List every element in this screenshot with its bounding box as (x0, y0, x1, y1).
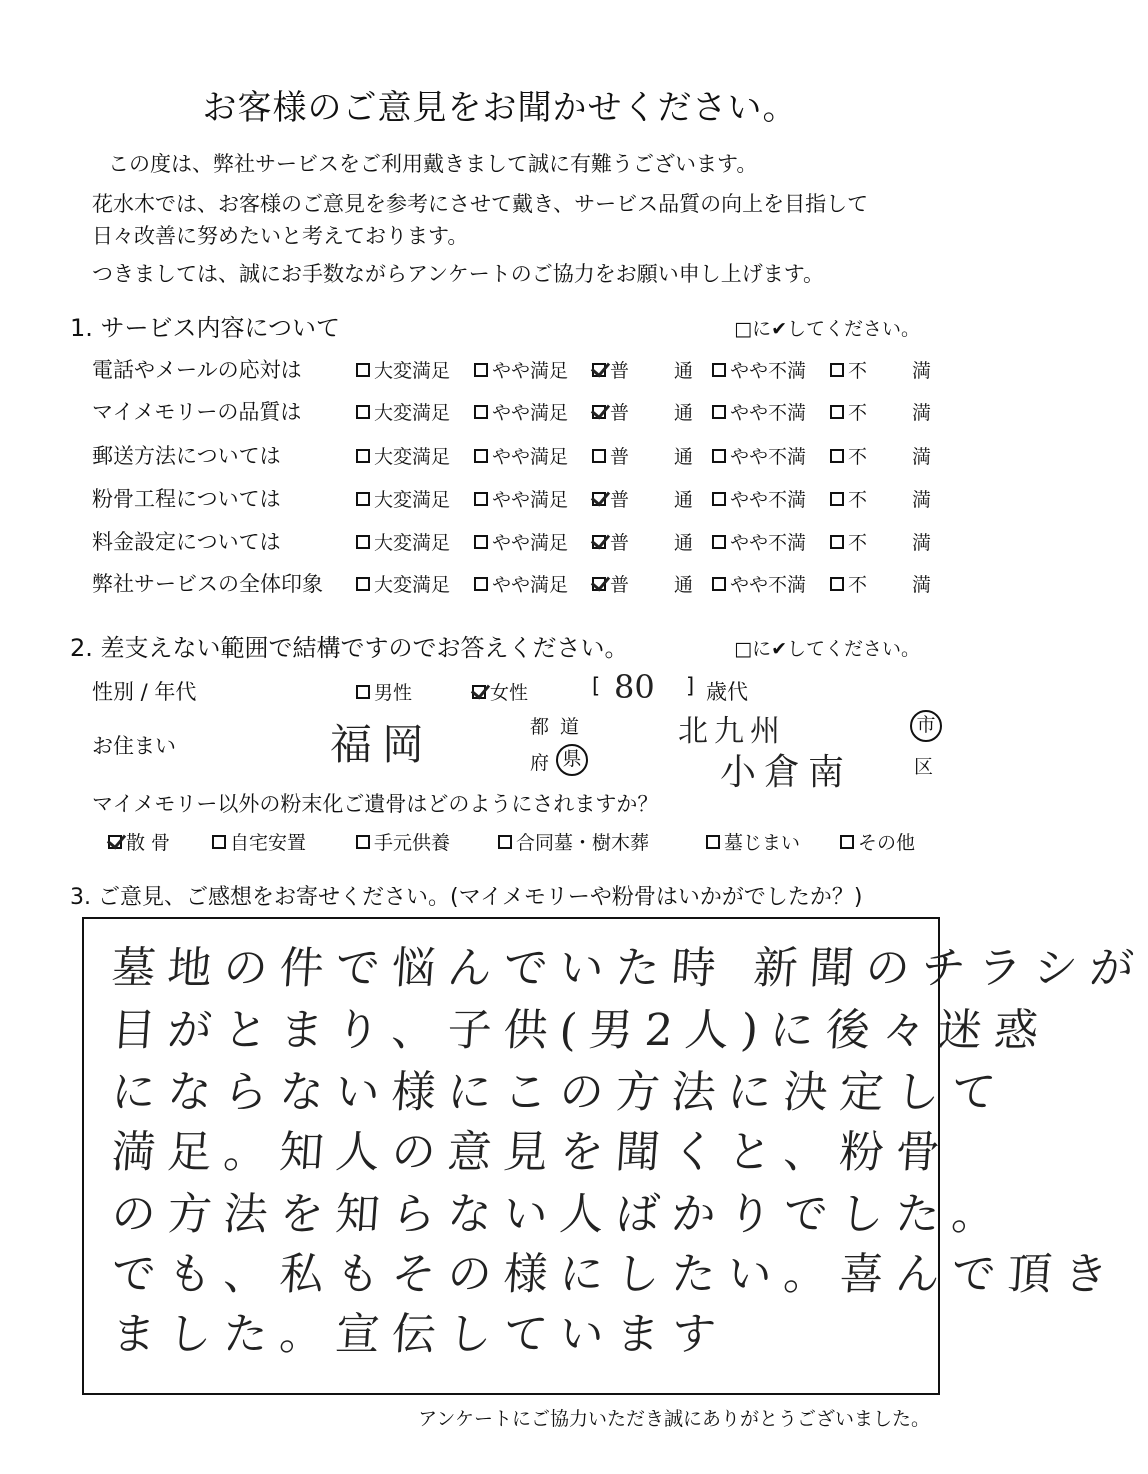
question-label: マイメモリーの品質は (92, 400, 302, 424)
checkbox[interactable] (474, 449, 488, 463)
rating-option[interactable]: 大変満足 (356, 356, 450, 383)
rating-option-suffix: 満 (912, 446, 932, 468)
rating-option-suffix: 通 (674, 360, 694, 382)
checkbox[interactable] (356, 449, 370, 463)
remains-option[interactable]: 散 骨 (108, 828, 170, 855)
rating-option-suffix: 満 (912, 360, 932, 382)
checkbox[interactable] (712, 492, 726, 506)
question-label: 郵送方法については (92, 444, 281, 468)
rating-option[interactable]: やや不満 (712, 528, 806, 555)
remains-option[interactable]: 墓じまい (706, 828, 800, 855)
rating-option-suffix: 通 (674, 446, 694, 468)
rating-option-suffix: 満 (912, 402, 932, 424)
checkbox[interactable] (474, 492, 488, 506)
rating-option[interactable]: 大変満足 (356, 442, 450, 469)
remains-option[interactable]: 手元供養 (356, 828, 450, 855)
rating-option[interactable]: 不 (830, 570, 867, 597)
intro-line-2: 花水木では、お客様のご意見を参考にさせて戴き、サービス品質の向上を目指して (92, 192, 869, 216)
rating-option[interactable]: 不 (830, 356, 867, 383)
rating-option[interactable]: 普 (592, 442, 629, 469)
pref-suffix-fu: 府 (530, 752, 550, 774)
checkbox[interactable] (712, 577, 726, 591)
checkbox[interactable] (592, 492, 606, 506)
age-suffix: 歳代 (706, 680, 748, 704)
rating-option-suffix: 満 (912, 489, 932, 511)
rating-option-suffix: 満 (912, 574, 932, 596)
handwritten-comment-line: 満足。知人の意見を聞くと、粉骨 (109, 1127, 954, 1178)
checkbox[interactable] (712, 535, 726, 549)
checkbox[interactable] (706, 835, 720, 849)
gender-option-male[interactable]: 男性 (356, 678, 412, 705)
rating-option[interactable]: 大変満足 (356, 570, 450, 597)
checkbox[interactable] (712, 405, 726, 419)
checkbox[interactable] (356, 492, 370, 506)
question-label: 粉骨工程については (92, 487, 281, 511)
checkbox[interactable] (830, 449, 844, 463)
rating-option-suffix: 通 (674, 402, 694, 424)
checkbox[interactable] (830, 535, 844, 549)
rating-option[interactable]: 不 (830, 485, 867, 512)
rating-option[interactable]: やや不満 (712, 570, 806, 597)
remains-option[interactable]: 合同墓・樹木葬 (498, 828, 649, 855)
section-2-heading: 2. 差支えない範囲で結構ですのでお答えください。 (70, 634, 629, 662)
handwritten-comment-line: でも、私もその様にしたい。喜んで頂き (109, 1249, 1122, 1300)
checkbox[interactable] (830, 363, 844, 377)
section-1-heading: 1. サービス内容について (70, 314, 341, 342)
rating-option[interactable]: 不 (830, 398, 867, 425)
rating-option[interactable]: やや満足 (474, 528, 568, 555)
rating-option[interactable]: やや不満 (712, 485, 806, 512)
checkbox-checked[interactable] (472, 685, 486, 699)
checkbox[interactable] (498, 835, 512, 849)
intro-line-1: この度は、弊社サービスをご利用戴きまして誠に有難うございます。 (108, 152, 758, 176)
rating-option[interactable]: やや満足 (474, 442, 568, 469)
checkbox[interactable] (356, 405, 370, 419)
checkbox[interactable] (712, 363, 726, 377)
rating-option[interactable]: 大変満足 (356, 398, 450, 425)
handwritten-comment-line: 墓地の件で悩んでいた時 新聞のチラシが (109, 943, 1148, 994)
checkbox[interactable] (474, 535, 488, 549)
checkbox[interactable] (474, 363, 488, 377)
checkbox[interactable] (474, 577, 488, 591)
rating-option[interactable]: 不 (830, 442, 867, 469)
city-suffix-shi-circled: 市 (910, 710, 942, 742)
rating-option-suffix: 通 (674, 532, 694, 554)
checkbox[interactable] (592, 449, 606, 463)
rating-option[interactable]: 大変満足 (356, 528, 450, 555)
checkbox[interactable] (712, 449, 726, 463)
checkbox[interactable] (474, 405, 488, 419)
checkbox[interactable] (356, 363, 370, 377)
rating-option[interactable]: 普 (592, 398, 629, 425)
pref-suffix-do: 道 (560, 716, 580, 738)
section-2-note: □に✔してください。 (734, 638, 920, 660)
section-3-heading: 3. ご意見、ご感想をお寄せください。(マイメモリーや粉骨はいかがでしたか？) (70, 885, 863, 910)
question-label: 電話やメールの応対は (92, 358, 302, 382)
pref-suffix-ken-circled: 県 (556, 744, 588, 776)
handwritten-comment-line: の方法を知らない人ばかりでした。 (109, 1189, 1010, 1240)
rating-option-suffix: 満 (912, 532, 932, 554)
checkbox[interactable] (212, 835, 226, 849)
age-bracket-close: ] (686, 674, 695, 698)
rating-option-suffix: 通 (674, 574, 694, 596)
prefecture-value[interactable]: 福岡 (330, 720, 435, 769)
intro-line-4: つきましては、誠にお手数ながらアンケートのご協力をお願い申し上げます。 (92, 262, 825, 286)
checkbox[interactable] (592, 535, 606, 549)
rating-option[interactable]: やや満足 (474, 398, 568, 425)
checkbox[interactable] (830, 405, 844, 419)
handwritten-comment-line: ました。宣伝しています (109, 1309, 730, 1360)
rating-option[interactable]: やや不満 (712, 356, 806, 383)
checkbox[interactable] (356, 835, 370, 849)
rating-option[interactable]: やや満足 (474, 570, 568, 597)
intro-line-3: 日々改善に努めたいと考えております。 (92, 224, 469, 248)
checkbox[interactable] (356, 685, 370, 699)
gender-age-label: 性別 / 年代 (92, 680, 197, 704)
rating-option[interactable]: 普 (592, 485, 629, 512)
footer-thanks: アンケートにご協力いただき誠にありがとうございました。 (418, 1408, 930, 1430)
rating-option[interactable]: やや不満 (712, 442, 806, 469)
rating-option[interactable]: やや不満 (712, 398, 806, 425)
remains-option[interactable]: 自宅安置 (212, 828, 306, 855)
question-label: 弊社サービスの全体印象 (92, 572, 323, 596)
checkbox[interactable] (592, 577, 606, 591)
handwritten-comment-line: にならない様にこの方法に決定して (109, 1067, 1010, 1118)
rating-option[interactable]: 普 (592, 570, 629, 597)
section-1-note: □に✔してください。 (734, 318, 920, 340)
rating-option[interactable]: 不 (830, 528, 867, 555)
ward-value[interactable]: 小倉南 (720, 752, 853, 793)
age-bracket-open: [ (592, 674, 601, 698)
pref-suffix-to: 都 (530, 716, 550, 738)
gender-option-female[interactable]: 女性 (472, 678, 528, 705)
handwritten-comment-line: 目がとまり、子供(男2人)に後々迷惑 (109, 1005, 1052, 1056)
rating-option[interactable]: 大変満足 (356, 485, 450, 512)
question-label: 料金設定については (92, 530, 281, 554)
rating-option[interactable]: やや満足 (474, 356, 568, 383)
checkbox[interactable] (830, 492, 844, 506)
remains-question: マイメモリー以外の粉末化ご遺骨はどのようにされますか？ (92, 792, 659, 816)
checkbox[interactable] (592, 405, 606, 419)
rating-option[interactable]: 普 (592, 356, 629, 383)
rating-option-suffix: 通 (674, 489, 694, 511)
age-value[interactable]: 80 (614, 668, 655, 706)
checkbox[interactable] (356, 577, 370, 591)
city-suffix-ku: 区 (914, 756, 934, 778)
checkbox[interactable] (108, 835, 122, 849)
address-label: お住まい (92, 734, 176, 758)
rating-option[interactable]: 普 (592, 528, 629, 555)
remains-option[interactable]: その他 (840, 828, 915, 855)
checkbox[interactable] (830, 577, 844, 591)
checkbox[interactable] (840, 835, 854, 849)
checkbox[interactable] (356, 535, 370, 549)
rating-option[interactable]: やや満足 (474, 485, 568, 512)
page-title: お客様のご意見をお聞かせください。 (202, 88, 798, 128)
city-value[interactable]: 北九州 (678, 714, 786, 749)
checkbox[interactable] (592, 363, 606, 377)
